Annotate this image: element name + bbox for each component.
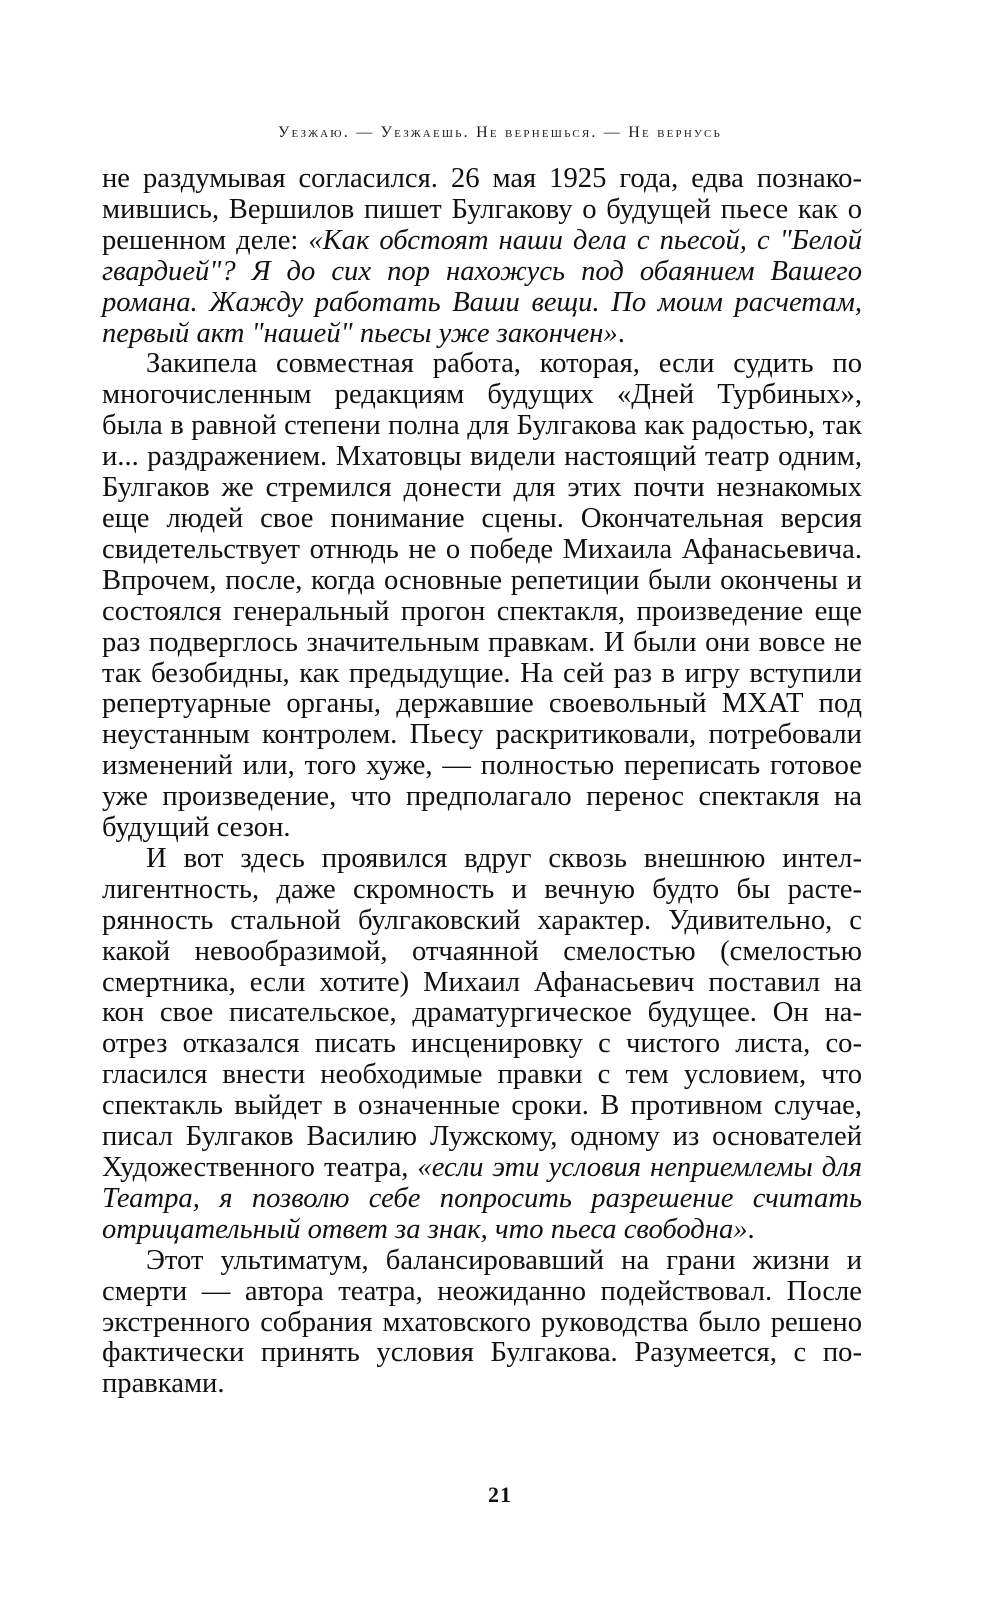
paragraph-1-quote: «Как обстоят наши дела с пьесой, с "Белой гвардией"? Я до сих пор нахожусь под обаянием Вашего романа. Жажду работать Ваши вещи. По моим расчетам, первый акт "нашей" пьесы уже закончен»	[102, 224, 862, 349]
paragraph-3-text-b: .	[747, 1213, 755, 1245]
running-head: Уезжаю. — Уезжаешь. Не вернешься. — Не вернусь	[277, 124, 723, 141]
paragraph-1-text-b: .	[617, 317, 625, 349]
body-text	[102, 164, 862, 1400]
paragraph-1-text-a: не раздумывая согласился. 26 мая 1925 года, едва познакомившись, Вершилов пишет Булгакову о будущей пьесе как о решенном деле:	[102, 163, 862, 256]
paragraph-4-text: Этот ультиматум, балансировавший на грани жизни и смерти — автора театра, неожиданно подействовал. После экстренного собрания мхатовского руководства было решено фактически принять условия Булгакова. Разумеется, с поправками.	[102, 1244, 862, 1400]
paragraph-3-quote: «если эти условия неприемлемы для Театра, я позволю себе попросить разрешение считать отрицательный ответ за знак, что пьеса свободна»	[102, 1152, 862, 1245]
paragraph-4	[102, 1246, 862, 1401]
paragraph-3-text-a: И вот здесь проявился вдруг сквозь внешнюю интеллигентность, даже скромность и вечную будто бы растерянность стальной булгаковский характер. Удивительно, с какой невообразимой, отчаянной смелостью (смелостью смертника, если хотите) Михаил Афанасьевич поставил на кон свое писательское, драматургическое будущее. Он наотрез отказался писать инсценировку с чистого листа, согласился внести необходимые правки с тем условием, что спектакль выйдет в означенные сроки. В противном случае, писал Булгаков Василию Лужскому, одному из основателей Художественного театра,	[102, 842, 862, 1183]
paragraph-2	[102, 349, 862, 844]
paragraph-1	[102, 164, 862, 349]
page-number: 21	[488, 1482, 512, 1507]
paragraph-2-text: Закипела совместная работа, которая, если судить по многочисленным редакциям будущих «Дней Турбиных», была в равной степени полна для Булгакова как радостью, так и... раздражением. Мхатовцы видели настоящий театр одним, Булгаков же стремился донести для этих почти незнакомых еще людей свое понимание сцены. Окончательная версия свидетельствует отнюдь не о победе Михаила Афанасьевича. Впрочем, после, когда основные репетиции были окончены и состоялся генеральный прогон спектакля, произведение еще раз подверглось значительным правкам. И были они вовсе не так безобидны, как предыдущие. На сей раз в игру вступили репертуарные органы, державшие своевольный МХАТ под неустанным контролем. Пьесу раскритиковали, потребовали изменений или, того хуже, — полностью переписать готовое уже произведение, что предполагало перенос спектакля на будущий сезон.	[102, 348, 862, 844]
paragraph-3	[102, 844, 862, 1246]
